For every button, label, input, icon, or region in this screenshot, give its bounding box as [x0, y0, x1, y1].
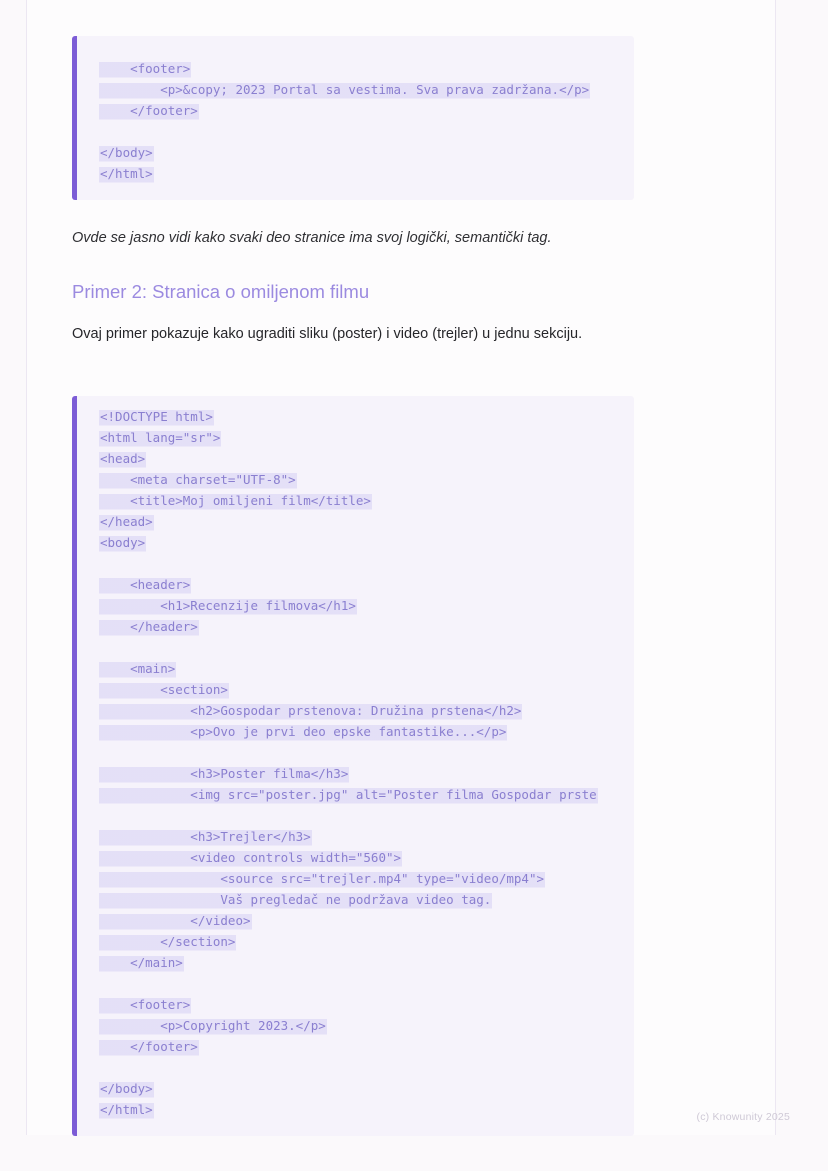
code-lines-main — [77, 396, 634, 1132]
code-line: <main> — [77, 658, 634, 679]
code-line: </footer> — [77, 100, 634, 121]
code-line: </section> — [77, 931, 634, 952]
code-line: <head> — [77, 448, 634, 469]
code-line: <title>Moj omiljeni film</title> — [77, 490, 634, 511]
code-line: <header> — [77, 574, 634, 595]
code-line: </body> — [77, 1078, 634, 1099]
code-line: </header> — [77, 616, 634, 637]
code-line: <h3>Trejler</h3> — [77, 826, 634, 847]
code-line: <h1>Recenzije filmova</h1> — [77, 595, 634, 616]
code-line: <h2>Gospodar prstenova: Družina prstena</h2> — [77, 700, 634, 721]
code-line: <footer> — [77, 58, 634, 79]
code-line — [77, 1057, 634, 1078]
code-line: </body> — [77, 142, 634, 163]
code-line: </footer> — [77, 1036, 634, 1057]
code-lines-top — [77, 36, 634, 196]
code-line — [77, 637, 634, 658]
intro-paragraph: Ovaj primer pokazuje kako ugraditi sliku (poster) i video (trejler) u jednu sekciju. — [72, 326, 583, 342]
code-line: <p>Ovo je prvi deo epske fantastike...</p> — [77, 721, 634, 742]
copyright-watermark: (c) Knowunity 2025 — [696, 1111, 790, 1123]
code-line: <!DOCTYPE html> — [77, 406, 634, 427]
code-line: <html lang="sr"> — [77, 427, 634, 448]
code-line: <source src="trejler.mp4" type="video/mp4"> — [77, 868, 634, 889]
code-line — [77, 121, 634, 142]
code-block-movie-page — [72, 396, 634, 1136]
code-line: Vaš pregledač ne podržava video tag. — [77, 889, 634, 910]
code-block-previous-example — [72, 36, 634, 200]
example-caption: Ovde se jasno vidi kako svaki deo stranice ima svoj logički, semantički tag. — [72, 230, 552, 246]
code-line: <footer> — [77, 994, 634, 1015]
code-line: </main> — [77, 952, 634, 973]
code-line: <img src="poster.jpg" alt="Poster filma Gospodar prste — [77, 784, 634, 805]
code-line: <section> — [77, 679, 634, 700]
code-line — [77, 553, 634, 574]
code-line — [77, 805, 634, 826]
code-line: </head> — [77, 511, 634, 532]
code-line — [77, 973, 634, 994]
code-line: </html> — [77, 1099, 634, 1120]
code-line: <video controls width="560"> — [77, 847, 634, 868]
code-line — [77, 742, 634, 763]
code-line: <body> — [77, 532, 634, 553]
page-title: Primer 2: Stranica o omiljenom filmu — [72, 281, 370, 302]
code-line: </video> — [77, 910, 634, 931]
code-line: <meta charset="UTF-8"> — [77, 469, 634, 490]
code-line: <p>&copy; 2023 Portal sa vestima. Sva prava zadržana.</p> — [77, 79, 634, 100]
code-line: <h3>Poster filma</h3> — [77, 763, 634, 784]
code-line: <p>Copyright 2023.</p> — [77, 1015, 634, 1036]
code-line: </html> — [77, 163, 634, 184]
